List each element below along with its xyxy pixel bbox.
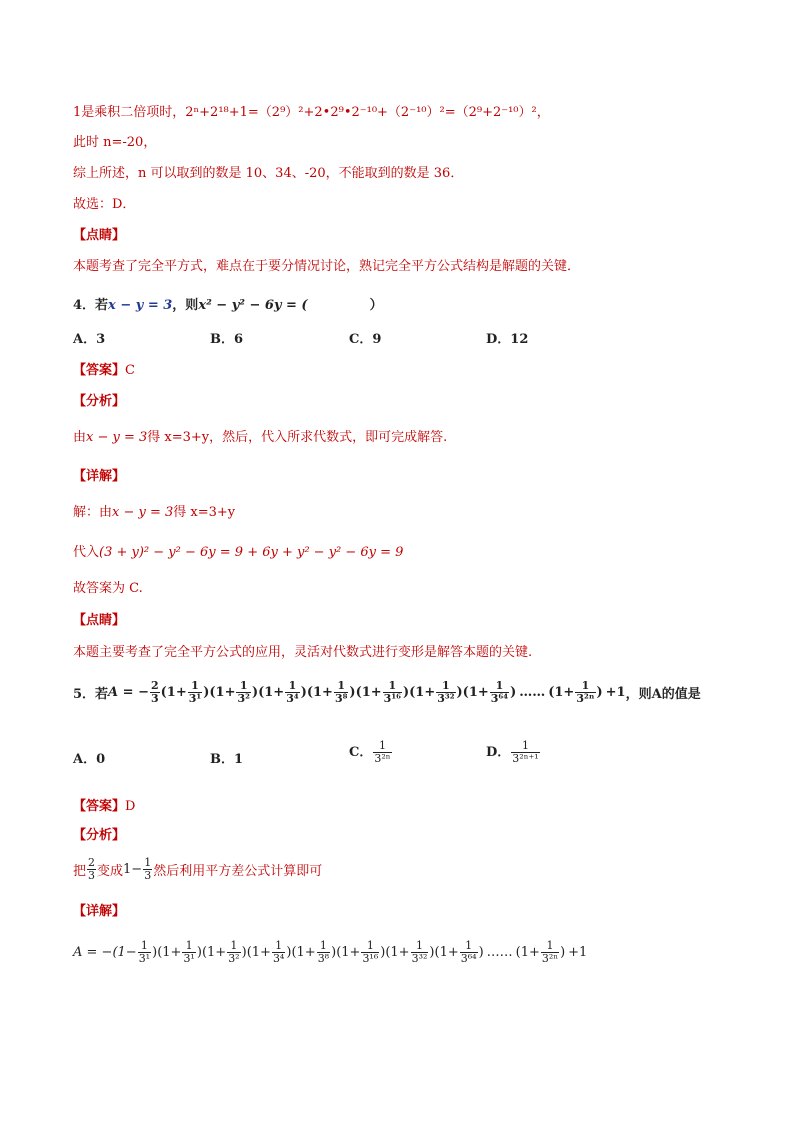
q5-option-a: A．0	[73, 752, 106, 767]
question-5	[73, 680, 701, 705]
factor-fraction: $\frac{1}{\text{3⁴}}$	[286, 679, 299, 705]
q4-prefix: 4．若	[73, 298, 109, 313]
factor-open: (1+	[246, 945, 271, 960]
q4-analysis-post: 得 x=3+y，然后，代入所求代数式，即可完成解答.	[147, 430, 448, 445]
solution-line-2: 此时 n=-20，	[73, 135, 157, 150]
factor-fraction: $\frac{1}{\text{3⁸}}$	[334, 679, 348, 705]
factor-fraction: $\frac{1}{\text{3³²}}$	[437, 679, 455, 705]
factor-close: )	[349, 685, 356, 700]
factor-open: (1+	[160, 685, 187, 700]
q5-tag-answer: 【答案】	[73, 799, 126, 814]
q5-analysis-one-minus: 1−	[123, 862, 143, 877]
q5-detail-plus-one: +1	[568, 945, 588, 960]
q5-answer-value: D	[125, 799, 136, 814]
q4-option-d: D．12	[486, 332, 529, 347]
q5-last-close: )	[596, 685, 603, 700]
factor-close: )	[478, 945, 484, 960]
q5-option-c: C． $\frac{1}{\text{3²ⁿ}}$	[349, 739, 391, 765]
solution-line-4: 故选：D．	[73, 197, 136, 212]
q5-ellipsis: ……	[519, 685, 546, 700]
factor-open: (1+	[409, 685, 436, 700]
q5-detail-factors	[157, 940, 483, 965]
factor-fraction: $\frac{1}{\text{3⁶⁴}}$	[460, 939, 477, 965]
q5-option-b: B．1	[210, 752, 244, 767]
question-4	[73, 296, 383, 316]
factor-fraction: $\frac{1}{\text{3⁸}}$	[317, 939, 330, 965]
q4-option-b: B．6	[210, 332, 244, 347]
q4-tag-analysis: 【分析】	[73, 394, 126, 409]
q4-option-c: C．9	[349, 332, 382, 347]
q4-answer-value: C	[125, 363, 135, 378]
q5-frac-2-3: $\frac{2}{3}$	[150, 679, 159, 705]
q4-detail-2	[73, 543, 403, 563]
factor-fraction: $\frac{1}{\text{3¹}}$	[183, 939, 195, 965]
factor-close: )	[456, 685, 463, 700]
q5-plus-one: +1	[605, 685, 626, 700]
factor-fraction: $\frac{1}{\text{3³²}}$	[411, 939, 428, 965]
solution-line-3: 综上所述，n 可以取到的数是 10、34、-20，不能取到的数是 36．	[73, 166, 464, 181]
q4-detail2-expr: (3 + y)² − y² − 6y = 9 + 6y + y² − y² − 6y = 9	[99, 545, 404, 560]
q5-lhs: A = −	[108, 685, 149, 700]
factor-close: )	[429, 945, 435, 960]
q4-detail-3: 故答案为 C.	[73, 581, 143, 596]
factor-open: (1+	[355, 685, 382, 700]
q4-option-a: A．3	[73, 332, 106, 347]
q5-analysis	[73, 857, 322, 882]
factor-close: )	[300, 685, 307, 700]
q5-analysis-post: 然后利用平方差公式计算即可	[153, 864, 323, 879]
q4-tail: ）	[369, 298, 383, 313]
factor-open: (1+	[336, 945, 361, 960]
factor-fraction: $\frac{1}{\text{3²}}$	[228, 939, 240, 965]
factor-fraction: $\frac{1}{\text{3⁴}}$	[272, 939, 285, 965]
q5-detail-ellipsis: ……	[486, 945, 513, 960]
q5-last-frac: $\frac{1}{\text{3²ⁿ}}$	[576, 679, 595, 705]
dianjing-text-3: 本题考查了完全平方式，难点在于要分情况讨论，熟记完全平方公式结构是解题的关键．	[73, 259, 581, 274]
q5-prefix: 5．若	[73, 687, 109, 702]
factor-fraction: $\frac{1}{\text{3²}}$	[237, 679, 250, 705]
q4-tag-dianjing: 【点睛】	[73, 613, 126, 628]
factor-close: )	[510, 685, 517, 700]
factor-open: (1+	[201, 945, 227, 960]
q5-option-d: D． $\frac{1}{\text{3²ⁿ⁺¹}}$	[486, 739, 539, 765]
q5-detail-equation	[73, 940, 587, 965]
factor-close: )	[402, 685, 410, 700]
q5-detail-last-frac: $\frac{1}{\text{3²ⁿ}}$	[541, 939, 559, 965]
factor-open: (1+	[258, 685, 285, 700]
factor-fraction: $\frac{1}{\text{3¹}}$	[188, 679, 202, 705]
q4-condition: x − y = 3	[108, 298, 173, 313]
q4-detail1-cond: x − y = 3	[112, 505, 174, 520]
q4-detail2-pre: 代入	[73, 545, 100, 560]
q5-tag-detail: 【详解】	[73, 904, 126, 919]
q5-detail-last-open: (1+	[515, 945, 540, 960]
tag-dianjing-3: 【点睛】	[73, 228, 126, 243]
q5-detail-last-close: )	[560, 945, 566, 960]
q5-detail-first-close: )	[152, 945, 158, 960]
factor-close: )	[380, 945, 386, 960]
q5-detail-first-frac: $\frac{1}{\text{3¹}}$	[138, 939, 151, 965]
q4-mid: ，则	[172, 298, 199, 313]
q4-detail1-pre: 解：由	[73, 505, 113, 520]
q5-analysis-pre: 把	[73, 864, 87, 879]
q4-analysis	[73, 428, 447, 448]
factor-open: (1+	[291, 945, 316, 960]
q5-analysis-mid: 变成	[97, 864, 124, 879]
q4-detail-1	[73, 503, 235, 523]
factor-fraction: $\frac{1}{\text{3¹⁶}}$	[383, 679, 401, 705]
q5-answer	[73, 797, 135, 817]
factor-close: )	[286, 945, 292, 960]
factor-open: (1+	[306, 685, 333, 700]
factor-close: )	[241, 945, 247, 960]
q5-detail-lhs: A = −(1−	[73, 945, 137, 960]
q5-factors	[161, 680, 517, 705]
q5-last-open: (1+	[548, 685, 575, 700]
q4-dianjing-text: 本题主要考查了完全平方公式的应用，灵活对代数式进行变形是解答本题的关键.	[73, 645, 533, 660]
factor-open: (1+	[462, 685, 489, 700]
q4-tag-answer: 【答案】	[73, 363, 126, 378]
q4-analysis-cond: x − y = 3	[86, 430, 148, 445]
factor-close: )	[331, 945, 337, 960]
q5-tail: ，则A的值是	[625, 687, 701, 702]
factor-fraction: $\frac{1}{\text{3¹⁶}}$	[362, 939, 379, 965]
q5-option-d-frac: $\frac{1}{\text{3²ⁿ⁺¹}}$	[512, 739, 539, 765]
factor-close: )	[203, 685, 210, 700]
q4-detail1-post: 得 x=3+y	[173, 505, 236, 520]
factor-close: )	[196, 945, 202, 960]
q5-analysis-frac-2-3: $\frac{2}{3}$	[88, 856, 96, 882]
factor-open: (1+	[209, 685, 236, 700]
q5-tag-analysis: 【分析】	[73, 828, 126, 843]
q4-analysis-pre: 由	[73, 430, 87, 445]
factor-close: )	[251, 685, 259, 700]
solution-line-1: 1是乘积二倍项时，2ⁿ+2¹⁸+1=（2⁹）²+2•2⁹•2⁻¹⁰+（2⁻¹⁰）²=（2⁹+2⁻¹⁰）²，	[73, 105, 550, 120]
factor-open: (1+	[157, 945, 182, 960]
factor-fraction: $\frac{1}{\text{3⁶⁴}}$	[490, 679, 509, 705]
q4-expression: x² − y² − 6y = (	[198, 298, 308, 313]
q5-analysis-frac-1-3: $\frac{1}{3}$	[144, 856, 152, 882]
q4-answer	[73, 361, 135, 381]
q5-option-c-frac: $\frac{1}{\text{3²ⁿ}}$	[374, 739, 391, 765]
q4-tag-detail: 【详解】	[73, 469, 126, 484]
factor-open: (1+	[434, 945, 459, 960]
factor-open: (1+	[385, 945, 410, 960]
